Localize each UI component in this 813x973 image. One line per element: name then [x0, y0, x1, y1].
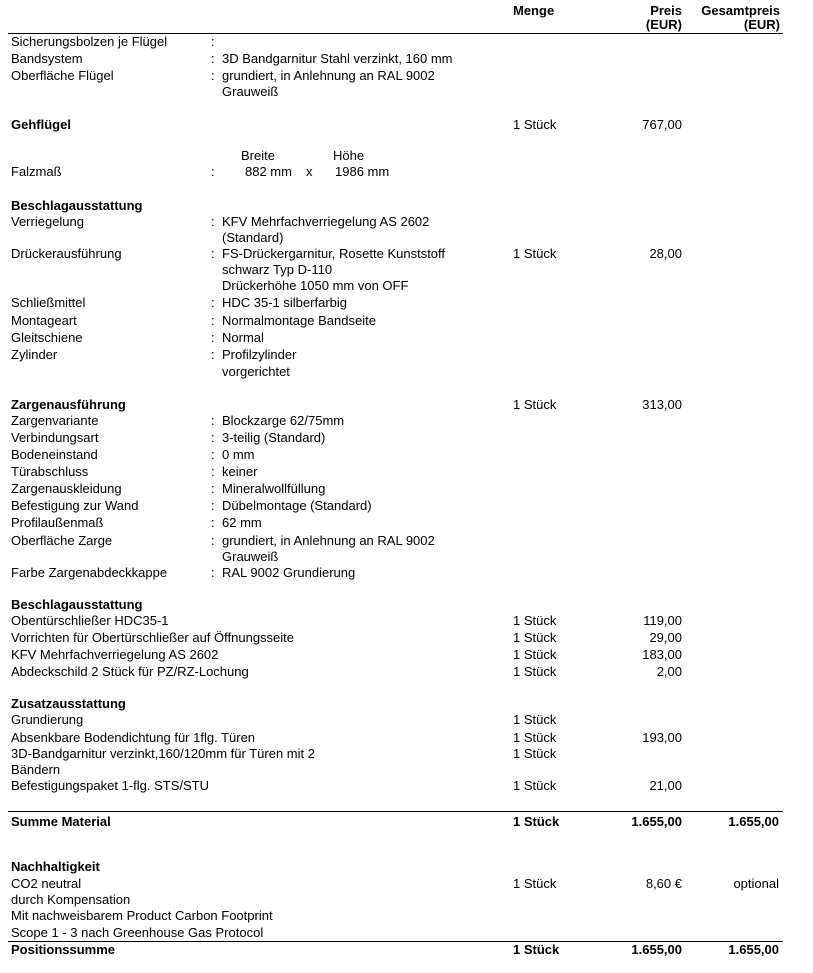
preis-cell: 2,00	[656, 664, 682, 679]
row-colon: :	[211, 498, 215, 513]
row-value: Dübelmontage (Standard)	[222, 498, 372, 513]
preis-cell: 29,00	[649, 630, 682, 645]
row-label: Türabschluss	[11, 464, 89, 479]
preis-cell: 119,00	[643, 613, 682, 628]
menge-cell: 1 Stück	[513, 746, 557, 761]
item-label: Obentürschließer HDC35-1	[11, 613, 169, 628]
falzmass-breite-label: Breite	[241, 148, 275, 163]
row-label: Profilaußenmaß	[11, 515, 104, 530]
summe-label: Summe Material	[11, 814, 111, 829]
row-value: (Standard)	[222, 230, 284, 245]
row-colon: :	[211, 565, 215, 580]
row-value: HDC 35-1 silberfarbig	[222, 295, 347, 310]
row-label: Drückerausführung	[11, 246, 122, 261]
menge-cell: 1 Stück	[513, 117, 557, 132]
row-value: schwarz Typ D-110	[222, 262, 333, 277]
row-value: Normal	[222, 330, 264, 345]
row-label: Falzmaß	[11, 164, 62, 179]
row-label: Montageart	[11, 313, 77, 328]
row-value: Mineralwollfüllung	[222, 481, 326, 496]
row-value: FS-Drückergarnitur, Rosette Kunststoff	[222, 246, 446, 261]
row-colon: :	[211, 295, 215, 310]
item-label: durch Kompensation	[11, 892, 131, 907]
section-title-zarge: Zargenausführung	[11, 397, 126, 412]
header-preis: Preis (EUR)	[645, 3, 682, 32]
row-label: Zylinder	[11, 347, 58, 362]
row-colon: :	[211, 164, 215, 179]
header-menge: Menge	[513, 3, 555, 18]
section-title-nachhaltigkeit: Nachhaltigkeit	[11, 859, 100, 874]
item-label: Absenkbare Bodendichtung für 1flg. Türen	[11, 730, 256, 745]
item-label: KFV Mehrfachverriegelung AS 2602	[11, 647, 219, 662]
preis-cell: 193,00	[642, 730, 682, 745]
row-colon: :	[211, 246, 215, 261]
row-colon: :	[211, 447, 215, 462]
row-value: KFV Mehrfachverriegelung AS 2602	[222, 214, 430, 229]
row-value: 3D Bandgarnitur Stahl verzinkt, 160 mm	[222, 51, 453, 66]
menge-cell: 1 Stück	[513, 942, 560, 957]
preis-cell: 1.655,00	[631, 814, 682, 829]
row-value: Drückerhöhe 1050 mm von OFF	[222, 278, 409, 293]
summe-rule	[8, 811, 783, 812]
preis-cell: 28,00	[649, 246, 682, 261]
section-title-beschlag: Beschlagausstattung	[11, 597, 143, 612]
row-value: Normalmontage Bandseite	[222, 313, 376, 328]
item-label: Grundierung	[11, 712, 84, 727]
item-label: Befestigungspaket 1-flg. STS/STU	[11, 778, 209, 793]
menge-cell: 1 Stück	[513, 876, 557, 891]
row-value: keiner	[222, 464, 258, 479]
row-colon: :	[211, 347, 215, 362]
row-label: Befestigung zur Wand	[11, 498, 139, 513]
gesamtpreis-cell: 1.655,00	[728, 942, 779, 957]
row-colon: :	[211, 413, 215, 428]
row-label: Bodeneinstand	[11, 447, 98, 462]
item-label: Mit nachweisbarem Product Carbon Footprint	[11, 908, 273, 923]
falzmass-hoehe: 1986 mm	[335, 164, 390, 179]
row-label: Oberfläche Zarge	[11, 533, 113, 548]
preis-cell: 313,00	[642, 397, 682, 412]
section-title-zusatz: Zusatzausstattung	[11, 696, 126, 711]
menge-cell: 1 Stück	[513, 246, 557, 261]
row-colon: :	[211, 34, 215, 49]
row-value: 0 mm	[222, 447, 255, 462]
row-colon: :	[211, 430, 215, 445]
menge-cell: 1 Stück	[513, 778, 557, 793]
row-label: Oberfläche Flügel	[11, 68, 114, 83]
preis-cell: 8,60 €	[645, 876, 682, 891]
menge-cell: 1 Stück	[513, 814, 560, 829]
menge-cell: 1 Stück	[513, 630, 557, 645]
menge-cell: 1 Stück	[513, 712, 557, 727]
row-label: Farbe Zargenabdeckkappe	[11, 565, 168, 580]
row-colon: :	[211, 464, 215, 479]
row-label: Gleitschiene	[11, 330, 83, 345]
row-colon: :	[211, 214, 215, 229]
row-value: Grauweiß	[222, 84, 279, 99]
menge-cell: 1 Stück	[513, 613, 557, 628]
row-value: Grauweiß	[222, 549, 279, 564]
row-value: RAL 9002 Grundierung	[222, 565, 356, 580]
row-value: Profilzylinder	[222, 347, 297, 362]
row-value: grundiert, in Anlehnung an RAL 9002	[222, 68, 435, 83]
row-colon: :	[211, 515, 215, 530]
row-label: Zargenauskleidung	[11, 481, 122, 496]
row-colon: :	[211, 68, 215, 83]
menge-cell: 1 Stück	[513, 397, 557, 412]
gesamtpreis-cell: optional	[733, 876, 779, 891]
row-colon: :	[211, 481, 215, 496]
falzmass-breite: 882 mm	[245, 164, 292, 179]
preis-cell: 1.655,00	[631, 942, 682, 957]
row-value: Blockzarge 62/75mm	[222, 413, 345, 428]
gesamtpreis-cell: 1.655,00	[728, 814, 779, 829]
row-label: Verriegelung	[11, 214, 84, 229]
row-label: Bandsystem	[11, 51, 83, 66]
row-colon: :	[211, 313, 215, 328]
menge-cell: 1 Stück	[513, 664, 557, 679]
item-label: Bändern	[11, 762, 61, 777]
menge-cell: 1 Stück	[513, 730, 557, 745]
section-title-beschlag: Beschlagausstattung	[11, 198, 143, 213]
falzmass-hoehe-label: Höhe	[333, 148, 365, 163]
row-label: Verbindungsart	[11, 430, 99, 445]
row-value: grundiert, in Anlehnung an RAL 9002	[222, 533, 435, 548]
preis-cell: 183,00	[642, 647, 682, 662]
preis-cell: 21,00	[649, 778, 682, 793]
section-title-gehfluegel: Gehflügel	[11, 117, 71, 132]
header-gesamtpreis: Gesamtpreis (EUR)	[701, 3, 780, 32]
falzmass-x: x	[306, 164, 313, 179]
item-label: Vorrichten für Obertürschließer auf Öffnungsseite	[11, 630, 295, 645]
item-label: Scope 1 - 3 nach Greenhouse Gas Protocol	[11, 925, 264, 940]
menge-cell: 1 Stück	[513, 647, 557, 662]
positionssumme-label: Positionssumme	[11, 942, 116, 957]
item-label: Abdeckschild 2 Stück für PZ/RZ-Lochung	[11, 664, 249, 679]
row-label: Zargenvariante	[11, 413, 99, 428]
row-colon: :	[211, 533, 215, 548]
row-colon: :	[211, 51, 215, 66]
item-label: CO2 neutral	[11, 876, 82, 891]
row-value: 3-teilig (Standard)	[222, 430, 326, 445]
item-label: 3D-Bandgarnitur verzinkt,160/120mm für Türen mit 2	[11, 746, 315, 761]
row-value: 62 mm	[222, 515, 262, 530]
row-colon: :	[211, 330, 215, 345]
row-label: Schließmittel	[11, 295, 86, 310]
row-label: Sicherungsbolzen je Flügel	[11, 34, 168, 49]
preis-cell: 767,00	[642, 117, 682, 132]
row-value: vorgerichtet	[222, 364, 290, 379]
